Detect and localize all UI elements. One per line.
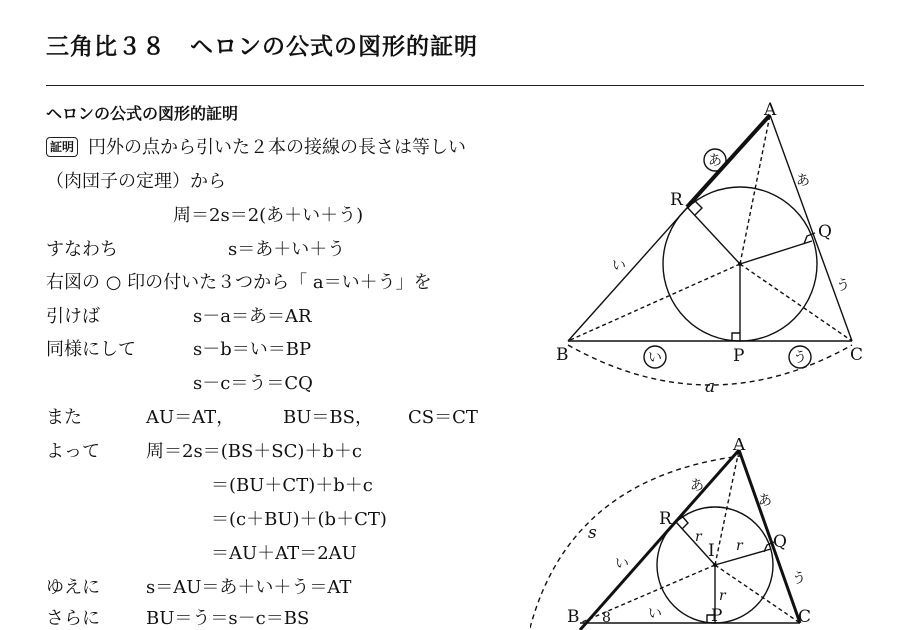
proof-line-7-label: 同様にして — [46, 339, 136, 360]
vertex-C: C — [850, 345, 864, 365]
vertex-A: A — [733, 438, 746, 455]
label-i2: い — [648, 606, 662, 622]
label-a-circled: あ — [708, 153, 722, 169]
proof-line-15-label: さらに — [46, 608, 100, 629]
right-angle-R — [682, 516, 688, 529]
title-divider — [46, 85, 864, 86]
proof-line-4-eq: s＝あ＋い＋う — [228, 239, 346, 260]
proof-line-1 — [46, 133, 466, 159]
label-a1: あ — [690, 478, 704, 494]
label-i1: い — [615, 556, 629, 572]
proof-line-6-eq: s－a＝あ＝AR — [193, 306, 312, 327]
label-u-circled: う — [793, 350, 807, 366]
proof-text-1: 円外の点から引いた２本の接線の長さは等しい — [88, 137, 467, 158]
radius-label-P: r — [719, 588, 726, 604]
proof-line-5: 右図の ○ 印の付いた３つから「 a＝い＋う」を — [46, 272, 432, 293]
vertex-A: A — [764, 100, 777, 120]
radius-label-R: r — [695, 529, 702, 545]
proof-line-13-eq: ＝AU＋AT＝2AU — [211, 543, 357, 564]
point-P: P — [733, 346, 745, 366]
proof-line-10-label: よって — [46, 441, 100, 462]
label-a2: あ — [758, 493, 772, 509]
side-AC — [770, 115, 852, 341]
vertex-C: C — [798, 607, 812, 627]
proof-line-10-eq: 周＝2s＝(BS＋SC)＋b＋c — [146, 441, 362, 462]
incircle-figure-2 — [530, 438, 870, 630]
proof-line-9-eq2: BU＝BS， — [283, 407, 373, 428]
radius-label-Q: r — [736, 538, 743, 554]
proof-line-9-eq1: AU＝AT， — [146, 407, 235, 428]
proof-line-2: （肉団子の定理）から — [46, 171, 226, 192]
vertex-B: B — [556, 345, 569, 365]
proof-line-14-label: ゆえに — [46, 577, 100, 598]
proof-line-7-eq: s－b＝い＝BP — [193, 339, 312, 360]
point-Q: Q — [773, 532, 787, 552]
label-arc-a: a — [705, 377, 716, 397]
radius-R — [687, 207, 740, 264]
proof-line-9-label: また — [46, 407, 82, 428]
bisector-A — [740, 115, 770, 264]
point-P: P — [711, 606, 723, 626]
side-AC — [739, 450, 800, 623]
angle-mark: 8 — [602, 610, 611, 626]
proof-line-4-label: すなわち — [46, 239, 118, 260]
incenter-I: I — [708, 541, 715, 561]
section-heading: ヘロンの公式の図形的証明 — [46, 104, 239, 123]
label-i-side: い — [612, 258, 626, 274]
label-u1: う — [792, 571, 806, 587]
right-angle-R — [694, 200, 702, 215]
point-R: R — [659, 509, 672, 529]
proof-badge: 証明 — [46, 137, 78, 157]
proof-line-3: 周＝2s＝2(あ＋い＋う) — [173, 205, 364, 226]
right-angle-P — [732, 333, 740, 341]
proof-line-8-eq: s－c＝う＝CQ — [193, 373, 313, 394]
incircle-figure-1 — [540, 95, 880, 405]
point-R: R — [670, 190, 683, 210]
point-Q: Q — [818, 222, 832, 242]
page-title: 三角比３８ ヘロンの公式の図形的証明 — [46, 34, 478, 60]
bisector-C — [740, 264, 852, 341]
proof-line-12-eq: ＝(c＋BU)＋(b＋CT) — [211, 509, 387, 530]
vertex-B: B — [567, 607, 580, 627]
proof-line-15-eq: BU＝う＝s－c＝BS — [146, 608, 310, 629]
proof-line-6-label: 引けば — [46, 306, 100, 327]
proof-line-11-eq: ＝(BU＋CT)＋b＋c — [211, 475, 373, 496]
radius-Q — [740, 241, 812, 264]
proof-line-14-eq: s＝AU＝あ＋い＋う＝AT — [146, 577, 352, 598]
label-u-side: う — [836, 278, 850, 294]
bisector-B — [568, 264, 740, 341]
bisector-C — [715, 565, 800, 623]
radius-Q — [715, 549, 771, 565]
label-a-side: あ — [796, 173, 810, 189]
label-arc-s: s — [588, 523, 597, 543]
label-i-circled: い — [648, 350, 662, 366]
proof-line-9-eq3: CS＝CT — [408, 407, 478, 428]
segment-AR-bold — [687, 115, 770, 207]
